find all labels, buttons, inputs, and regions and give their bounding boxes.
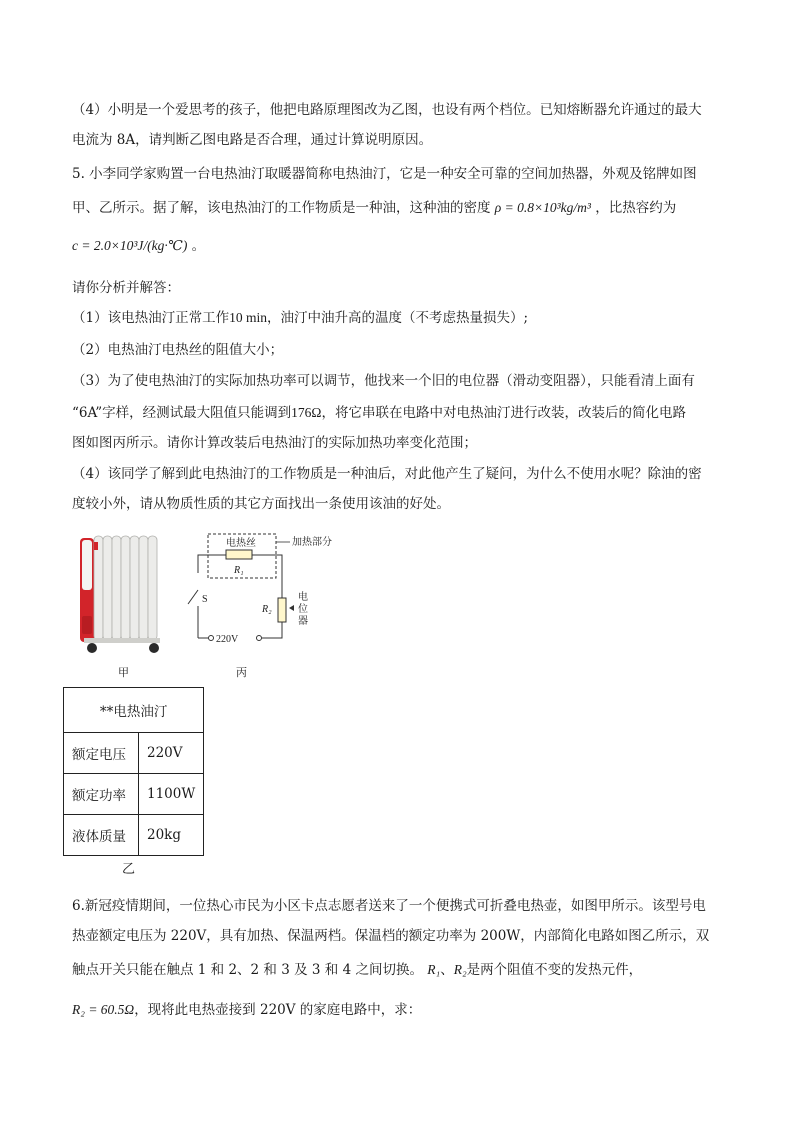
q5-sub-3-line-2b: ，将它串联在电路中对电热油汀进行改装，改装后的简化电路 xyxy=(321,405,686,421)
q6-line-3 xyxy=(72,960,642,980)
heater-wheel-right xyxy=(149,643,159,653)
q4-line-2: 电流为 8A，请判断乙图电路是否合理，通过计算说明原因。 xyxy=(72,132,433,148)
r2-symbol: R₂ xyxy=(453,962,467,977)
q5-line-2b: ，比热容约为 xyxy=(595,200,677,216)
time-value: 10 min xyxy=(229,310,267,325)
c-formula: c = 2.0×10³J/(kg·℃) xyxy=(72,238,188,253)
q5-line-2 xyxy=(72,198,676,218)
r2-potentiometer xyxy=(278,598,286,622)
terminal-left xyxy=(209,636,214,641)
heater-control-panel xyxy=(82,540,92,590)
nameplate-table xyxy=(63,687,204,856)
q6-line-3b: 是两个阻值不变的发热元件， xyxy=(466,962,643,978)
q5-sub-3-line-2a: “6A”字样，经测试最大阻值只能调到 xyxy=(72,405,292,421)
figure-bing-caption: 丙 xyxy=(236,666,247,679)
terminal-right xyxy=(257,636,262,641)
r1-resistor xyxy=(226,550,252,559)
r1-symbol: R₁ xyxy=(427,962,441,977)
heater-base xyxy=(84,638,160,643)
q5-line-1: 5. 小李同学家购置一台电热油汀取暖器简称电热油汀，它是一种安全可靠的空间加热器，外观及铭牌如图 xyxy=(72,166,697,182)
figure-jia-caption: 甲 xyxy=(118,666,129,679)
switch-label: S xyxy=(202,594,208,605)
circuit-diagram xyxy=(178,528,368,653)
pot-label-3: 器 xyxy=(298,616,308,627)
row-value-mass: 20kg xyxy=(139,815,204,856)
wire-top-left xyxy=(198,555,208,573)
row-value-voltage: 220V xyxy=(139,733,204,774)
q5-line-3b: 。 xyxy=(191,238,206,254)
q5-sub-4-line-1: （4）该同学了解到此电热油汀的工作物质是一种油后，对此他产生了疑问，为什么不使用水呢？除油的密 xyxy=(72,466,702,482)
rho-formula: ρ = 0.8×10³kg/m³ xyxy=(494,200,591,215)
q5-sub-1 xyxy=(72,308,528,328)
q5-sub-1b: ，油汀中油升高的温度（不考虑热量损失）; xyxy=(266,310,529,326)
q6-line-4 xyxy=(72,1000,421,1020)
r2-slider-arrow xyxy=(289,605,294,611)
q5-prompt: 请你分析并解答： xyxy=(72,280,180,296)
row-value-power: 1100W xyxy=(139,774,204,815)
q5-sub-4-line-2: 度较小外，请从物质性质的其它方面找出一条使用该油的好处。 xyxy=(72,496,450,512)
heating-part-label: 加热部分 xyxy=(292,537,332,548)
r1-label: R₁ xyxy=(234,565,244,576)
q5-sub-2: （2）电热油汀电热丝的阻值大小； xyxy=(72,342,284,358)
row-label-mass: 液体质量 xyxy=(64,815,139,856)
table-row xyxy=(64,733,204,774)
heater-fins xyxy=(94,536,157,640)
r-separator: 、 xyxy=(440,962,454,978)
heater-red-knob xyxy=(82,616,92,634)
q5-line-2a: 甲、乙所示。据了解，该电热油汀的工作物质是一种油，这种油的密度 xyxy=(72,200,491,216)
table-row xyxy=(64,774,204,815)
q4-line-1: （4）小明是一个爱思考的孩子，他把电路原理图改为乙图，也设有两个档位。已知熔断器允许通过的最大 xyxy=(72,102,702,118)
wire-right xyxy=(262,555,282,638)
q5-sub-3-line-1: （3）为了使电热油汀的实际加热功率可以调节，他找来一个旧的电位器（滑动变阻器），只能看清上面有 xyxy=(72,373,695,389)
q6-line-3a: 触点开关只能在触点 1 和 2、2 和 3 及 3 和 4 之间切换。 xyxy=(72,962,423,978)
q6-line-2: 热壶额定电压为 220V，具有加热、保温两档。保温档的额定功率为 200W，内部简化电路如图乙所示，双 xyxy=(72,928,710,944)
r2-label: R₂ xyxy=(262,604,272,615)
q6-line-4b: ，现将此电热壶接到 220V 的家庭电路中，求： xyxy=(134,1002,422,1018)
heater-wire-label: 电热丝 xyxy=(226,538,256,549)
q5-line-3 xyxy=(72,236,205,256)
q5-sub-1a: （1）该电热油汀正常工作 xyxy=(72,310,230,326)
oil-heater-illustration xyxy=(72,528,182,658)
heater-wheel-left xyxy=(87,643,97,653)
voltage-label: 220V xyxy=(216,634,239,645)
table-row xyxy=(64,815,204,856)
switch-s xyxy=(188,590,198,604)
row-label-voltage: 额定电压 xyxy=(64,733,139,774)
resistance-value: 176Ω xyxy=(291,405,322,420)
heater-top-accent xyxy=(94,542,98,550)
q5-sub-3-line-3: 图如图丙所示。请你计算改装后电热油汀的实际加热功率变化范围； xyxy=(72,435,477,451)
q6-line-1: 6.新冠疫情期间，一位热心市民为小区卡点志愿者送来了一个便携式可折叠电热壶，如图甲所示。该型号电 xyxy=(72,898,706,914)
q5-sub-3-line-2 xyxy=(72,403,686,423)
pot-label-1: 电 xyxy=(298,592,308,603)
pot-label-2: 位 xyxy=(298,604,308,615)
nameplate-title: **电热油汀 xyxy=(64,688,204,733)
nameplate-caption: 乙 xyxy=(122,862,136,877)
row-label-power: 额定功率 xyxy=(64,774,139,815)
r2-value: R₂ = 60.5Ω xyxy=(72,1002,135,1017)
